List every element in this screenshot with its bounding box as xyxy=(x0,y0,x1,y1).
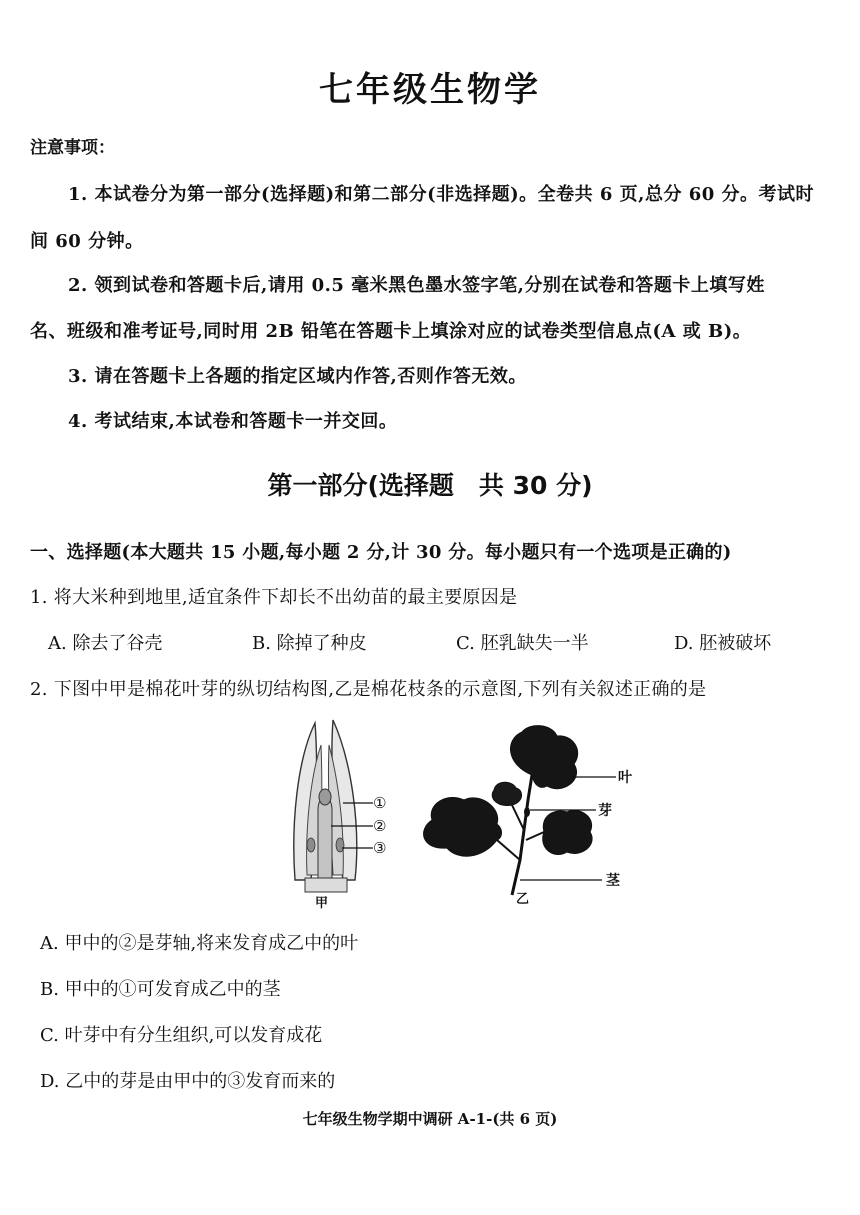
callout-1: ① xyxy=(373,794,387,812)
bud-lateral-primordium-right xyxy=(336,838,344,852)
branch-petiole-right xyxy=(526,832,544,840)
cotton-branch-figure xyxy=(412,720,642,910)
leaf-left xyxy=(424,797,502,856)
branch-bud xyxy=(524,807,530,817)
question-1-option-b: B. 除掉了种皮 xyxy=(252,633,367,654)
page-title: 七年级生物学 xyxy=(319,70,541,110)
figure-jia-label: 甲 xyxy=(315,896,329,910)
question-2-number: 2 xyxy=(30,679,42,700)
leaf-small xyxy=(492,782,521,805)
page-footer: 七年级生物学期中调研 A-1-(共 6 页) xyxy=(302,1110,558,1128)
callout-stem: 茎 xyxy=(606,873,620,889)
figure-yi-label: 乙 xyxy=(516,892,530,907)
leaf-right xyxy=(543,810,592,854)
bud-growing-point xyxy=(319,789,331,805)
question-2-option-b: B. 甲中的①可发育成乙中的茎 xyxy=(40,979,281,1000)
question-1-text: . 将大米种到地里,适宜条件下却长不出幼苗的最主要原因是 xyxy=(41,587,518,608)
question-2-stem xyxy=(30,675,706,701)
callout-3: ③ xyxy=(373,839,387,857)
question-2-option-a: A. 甲中的②是芽轴,将来发育成乙中的叶 xyxy=(40,933,359,954)
note-line-4: 4. 考试结束,本试卷和答题卡一并交回。 xyxy=(68,411,398,432)
leaf-bud-section-figure xyxy=(285,715,405,910)
note-line-1-cont: 间 60 分钟。 xyxy=(30,231,144,252)
callout-bud: 芽 xyxy=(598,803,612,819)
bud-base xyxy=(305,878,347,892)
note-line-1: 1. 本试卷分为第一部分(选择题)和第二部分(非选择题)。全卷共 6 页,总分 60 分。考试时 xyxy=(68,184,815,205)
branch-petiole-mid xyxy=(512,805,524,830)
question-2-option-c: C. 叶芽中有分生组织,可以发育成花 xyxy=(40,1025,323,1046)
question-1-stem xyxy=(30,583,517,609)
branch-petiole-left xyxy=(497,840,520,860)
leaf-top xyxy=(511,726,578,789)
question-2-text: . 下图中甲是棉花叶芽的纵切结构图,乙是棉花枝条的示意图,下列有关叙述正确的是 xyxy=(41,679,707,700)
note-line-2-cont: 名、班级和准考证号,同时用 2B 铅笔在答题卡上填涂对应的试卷类型信息点(A 或 B)。 xyxy=(30,321,752,342)
part-one-title: 第一部分(选择题 共 30 分) xyxy=(267,471,593,500)
notes-heading: 注意事项： xyxy=(30,138,115,158)
bud-axis xyxy=(318,797,332,880)
question-1-option-c: C. 胚乳缺失一半 xyxy=(456,633,589,654)
callout-2: ② xyxy=(373,817,387,835)
section-heading: 一、选择题(本大题共 15 小题,每小题 2 分,计 30 分。每小题只有一个选项是正确的) xyxy=(30,542,732,563)
question-1-number: 1 xyxy=(30,587,42,608)
question-1-option-a: A. 除去了谷壳 xyxy=(48,633,163,654)
question-2-option-d: D. 乙中的芽是由甲中的③发育而来的 xyxy=(40,1071,336,1092)
note-line-3: 3. 请在答题卡上各题的指定区域内作答,否则作答无效。 xyxy=(68,366,527,387)
note-line-2: 2. 领到试卷和答题卡后,请用 0.5 毫米黑色墨水签字笔,分别在试卷和答题卡上填写姓 xyxy=(68,275,765,296)
bud-lateral-primordium-left xyxy=(307,838,315,852)
question-1-option-d: D. 胚被破坏 xyxy=(674,633,772,654)
callout-leaf: 叶 xyxy=(618,770,632,786)
